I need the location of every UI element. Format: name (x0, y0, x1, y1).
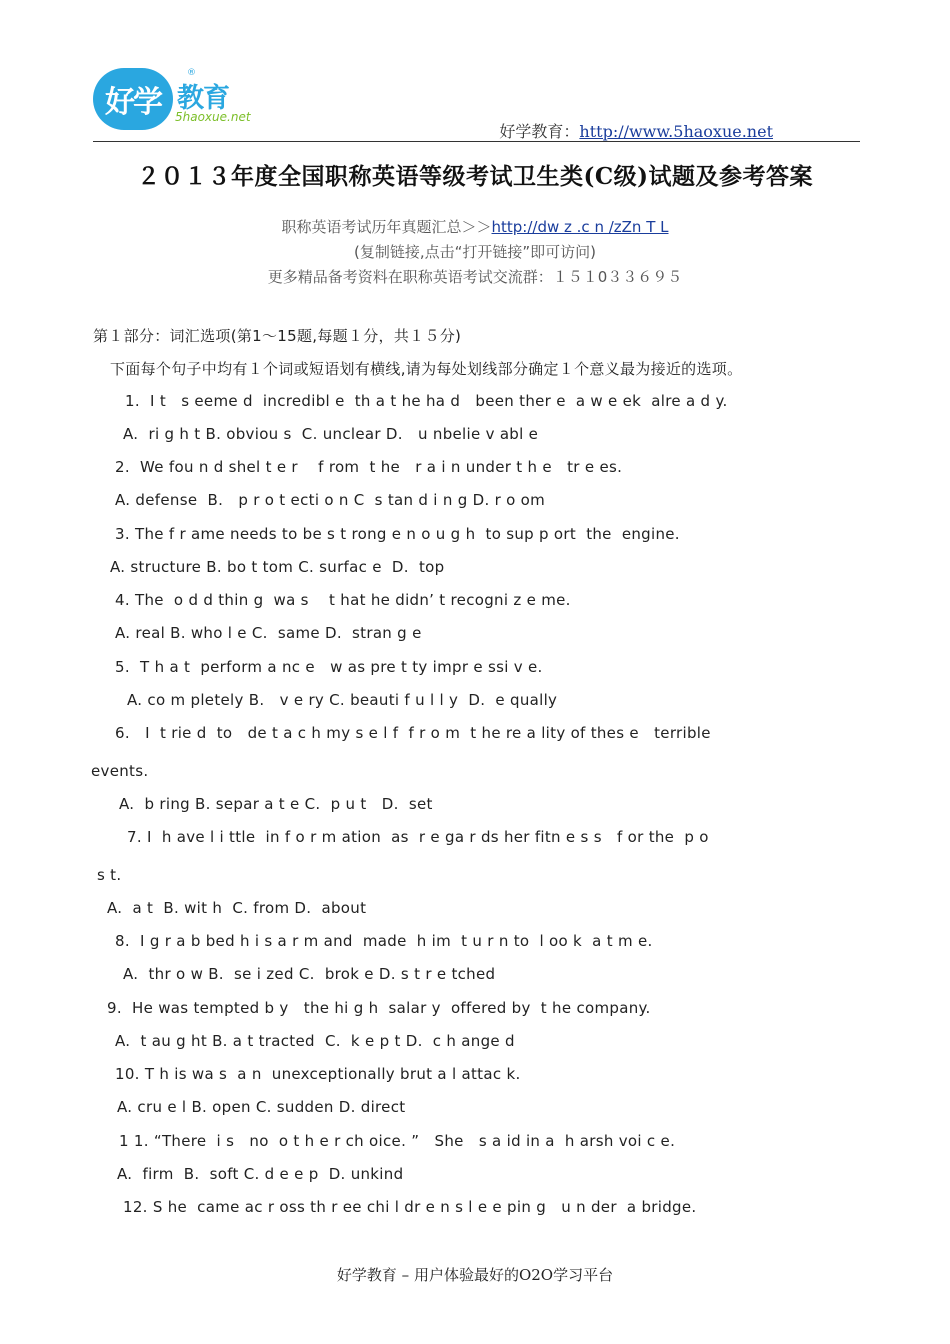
brand-logo (93, 68, 273, 136)
logo-mark: 好学 (93, 68, 173, 130)
question-3: 3. The f r ame needs to be s t rong e n o u g h to sup p ort the engine. (115, 525, 680, 543)
promo-link[interactable]: http://dw z .c n /zZn T L (491, 218, 669, 236)
options-11: A. firm B. soft C. d e e p D. unkind (117, 1165, 404, 1183)
options-9: A. t au g ht B. a t tracted C. k e p t D. c h ange d (115, 1032, 515, 1050)
header-divider (93, 141, 860, 142)
logo-url: 5haoxue.net (175, 110, 251, 124)
question-11: 1 1. “There i s no o t h e r ch oice. ” She s a id in a h arsh voi c e. (119, 1132, 676, 1150)
question-12: 12. S he came ac r oss th r ee chi l dr e n s l e e pin g u n der a bridge. (123, 1198, 697, 1216)
page-footer: 好学教育 – 用户体验最好的O2O学习平台 (336, 1266, 614, 1284)
options-2: A. defense B. p r o t ecti o n C s tan d i n g D. r o om (115, 491, 546, 509)
question-7-continued: s t. (97, 866, 122, 884)
question-9: 9. He was tempted b y the hi g h salar y offered by t he company. (107, 999, 651, 1017)
question-7: 7. I h ave l i ttle in f o r m ation as r e ga r ds her fitn e s s f or the p o (127, 828, 709, 846)
question-8: 8. I g r a b bed h i s a r m and made h im t u r n to l oo k a t m e. (115, 932, 653, 950)
promo-prefix: 职称英语考试历年真题汇总＞＞ (281, 218, 492, 236)
question-1: 1. I t s eeme d incredibl e th a t he ha d been ther e a w e ek alre a d y. (125, 392, 728, 410)
promo-line-3: 更多精品备考资料在职称英语考试交流群：１５１0３３６９５ (267, 268, 683, 286)
options-6: A. b ring B. separ a t e C. p u t D. set (119, 795, 433, 813)
options-3: A. structure B. bo t tom C. surfac e D. top (110, 558, 445, 576)
logo-word: 教育 (177, 83, 229, 114)
header-site-link[interactable]: http://www.5haoxue.net (579, 122, 773, 141)
document-title: ２０１３年度全国职称英语等级考试卫生类(C级)试题及参考答案 (136, 163, 814, 190)
question-4: 4. The o d d thin g wa s t hat he didn’ t recogni z e me. (115, 591, 571, 609)
registered-mark: ® (187, 68, 196, 78)
promo-line-1 (0, 216, 950, 237)
question-6-continued: events. (91, 762, 149, 780)
question-6: 6. I t rie d to de t a c h my s e l f f r o m t he re a lity of thes e terrible (115, 724, 711, 742)
question-10: 10. T h is wa s a n unexceptionally brut a l attac k. (115, 1065, 521, 1083)
header-site-label: 好学教育： (499, 122, 580, 141)
question-5: 5. T h a t perform a nc e w as pre t ty impr e ssi v e. (115, 658, 543, 676)
question-2: 2. We fou n d shel t e r f rom t he r a i n under t h e tr e es. (115, 458, 623, 476)
options-4: A. real B. who l e C. same D. stran g e (115, 624, 422, 642)
options-5: A. co m pletely B. v e ry C. beauti f u l l y D. e qually (127, 691, 558, 709)
options-7: A. a t B. wit h C. from D. about (107, 899, 367, 917)
options-10: A. cru e l B. open C. sudden D. direct (117, 1098, 406, 1116)
header-site (499, 119, 773, 142)
options-8: A. thr o w B. se i zed C. brok e D. s t r e tched (123, 965, 496, 983)
section-heading: 第１部分：词汇选项(第1～15题,每题１分，共１５分) (93, 327, 462, 345)
promo-line-2: (复制链接,点击“打开链接”即可访问) (353, 243, 597, 261)
section-instructions: 下面每个句子中均有１个词或短语划有横线,请为每处划线部分确定１个意义最为接近的选项。 (110, 360, 743, 378)
options-1: A. ri g h t B. obviou s C. unclear D. u nbelie v abl e (123, 425, 539, 443)
